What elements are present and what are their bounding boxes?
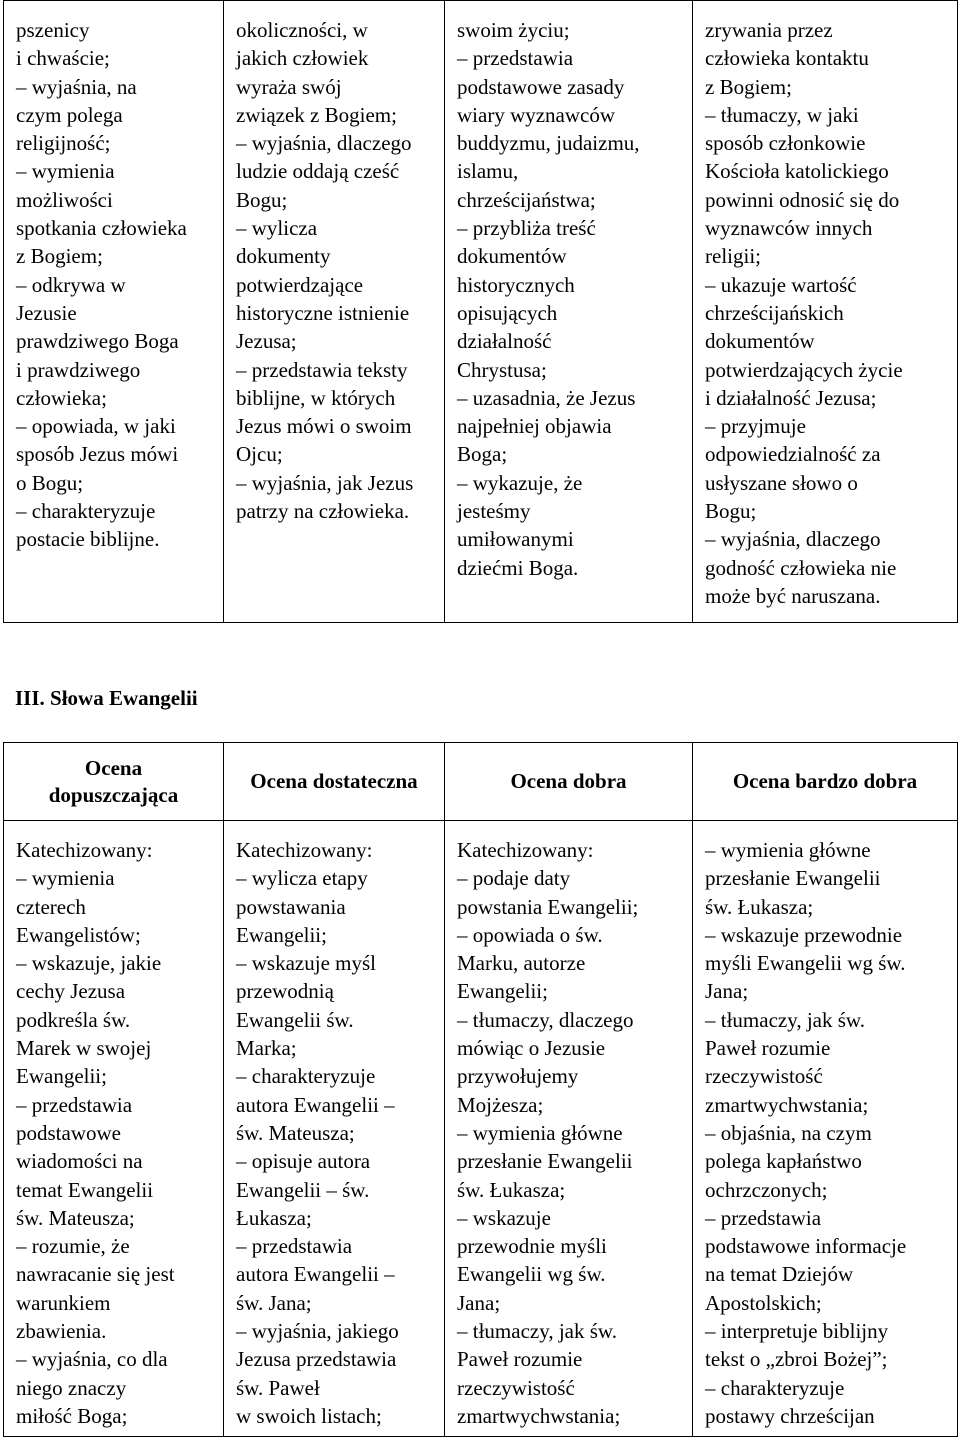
text-line: podkreśla św.	[16, 1007, 131, 1032]
text-line: możliwości	[16, 187, 113, 212]
text-line: człowieka kontaktu	[705, 46, 869, 71]
text-line: Ojcu;	[236, 442, 283, 467]
text-line: – wylicza etapy	[236, 866, 368, 891]
text-line: wyznawców innych	[705, 216, 873, 241]
text-line: spotkania człowieka	[16, 216, 187, 241]
text-line: powinni odnosić się do	[705, 187, 900, 212]
text-line: i chwaście;	[16, 46, 110, 71]
text-line: Marek w swojej	[16, 1036, 152, 1061]
text-line: Ewangelistów;	[16, 922, 141, 947]
text-line: Ocena	[84, 755, 143, 780]
text-line: – wyjaśnia, co dla	[16, 1347, 168, 1372]
cell-grade-sufficient	[4, 821, 224, 1437]
text-line: rzeczywistość	[705, 1064, 823, 1089]
text-line: mówiąc o Jezusie	[457, 1036, 606, 1061]
text-line: Łukasza;	[236, 1205, 312, 1230]
text-line: – przedstawia	[705, 1205, 822, 1230]
competency-table-continued	[3, 0, 958, 623]
text-line: – wyjaśnia, na	[16, 74, 137, 99]
text-line: w swoich listach;	[236, 1403, 382, 1428]
text-line: warunkiem	[16, 1290, 111, 1315]
text-line: powstawania	[236, 894, 346, 919]
text-line: – wskazuje	[457, 1205, 551, 1230]
text-line: umiłowanymi	[457, 527, 574, 552]
text-line: okoliczności, w	[236, 18, 368, 42]
text-line: – charakteryzuje	[236, 1064, 376, 1089]
text-line: historyczne istnienie	[236, 300, 410, 325]
text-line: patrzy na człowieka.	[236, 499, 410, 524]
text-line: i prawdziwego	[16, 357, 141, 382]
text-line: powstania Ewangelii;	[457, 894, 639, 919]
text-line: religijność;	[16, 131, 111, 156]
text-line: czym polega	[16, 102, 123, 127]
text-line: Ocena dobra	[510, 769, 627, 793]
text-line: tekst o „zbroi Bożej”;	[705, 1347, 888, 1372]
text-line: Jezusa;	[236, 329, 297, 354]
text-line: rzeczywistość	[457, 1375, 575, 1400]
text-line: Katechizowany:	[236, 838, 373, 862]
text-line: św. Paweł	[236, 1375, 320, 1400]
text-line: może być naruszana.	[705, 583, 881, 608]
text-line: – przedstawia	[236, 1234, 353, 1259]
text-line: Apostolskich;	[705, 1290, 822, 1315]
text-line: usłyszane słowo o	[705, 470, 858, 495]
text-line: Ewangelii św.	[236, 1007, 354, 1032]
text-line: myśli Ewangelii wg św.	[705, 951, 906, 976]
text-line: buddyzmu, judaizmu,	[457, 131, 640, 156]
text-line: – wyjaśnia, dlaczego	[236, 131, 412, 156]
text-line: wiadomości na	[16, 1149, 143, 1174]
text-line: Jezus mówi o swoim	[236, 414, 412, 439]
text-line: odpowiedzialność za	[705, 442, 881, 467]
text-line: dokumenty	[236, 244, 331, 269]
table-row	[4, 1, 958, 623]
text-line: – wyjaśnia, dlaczego	[705, 527, 881, 552]
text-line: potwierdzających życie	[705, 357, 903, 382]
text-line: chrześcijańskich	[705, 300, 844, 325]
text-line: – objaśnia, na czym	[705, 1120, 872, 1145]
text-line: Ewangelii;	[16, 1064, 107, 1089]
text-line: Bogu;	[236, 187, 288, 212]
text-line: – wykazuje, że	[457, 470, 583, 495]
cell-top-grade-sufficient	[4, 1, 224, 623]
cell-top-grade-good	[445, 1, 693, 623]
text-line: – opowiada o św.	[457, 922, 603, 947]
text-line: św. Mateusza;	[236, 1120, 355, 1145]
text-line: cechy Jezusa	[16, 979, 126, 1004]
text-line: wyraża swój	[236, 74, 342, 99]
text-line: dokumentów	[705, 329, 815, 354]
text-line: postawy chrześcijan	[705, 1403, 875, 1428]
section-title: Słowa Ewangelii	[50, 686, 198, 710]
text-line: Ocena bardzo dobra	[732, 769, 918, 793]
text-line: – przyjmuje	[705, 414, 806, 439]
text-line: z Bogiem;	[16, 244, 103, 269]
text-line: – wskazuje, jakie	[16, 951, 162, 976]
text-line: – wylicza	[236, 216, 318, 241]
text-line: Jezusa przedstawia	[236, 1347, 397, 1372]
text-line: Ewangelii – św.	[236, 1177, 370, 1202]
text-line: miłość Boga;	[16, 1403, 128, 1428]
text-line: Jezusie	[16, 300, 77, 325]
text-line: islamu,	[457, 159, 519, 184]
text-line: swoim życiu;	[457, 18, 570, 42]
text-line: Mojżesza;	[457, 1092, 544, 1117]
text-line: jakich człowiek	[236, 46, 369, 71]
text-line: przewodnią	[236, 979, 334, 1004]
text-line: Katechizowany:	[457, 838, 594, 862]
text-line: – tłumaczy, jak św.	[705, 1007, 865, 1032]
cell-grade-satisfactory	[224, 821, 445, 1437]
text-line: temat Ewangelii	[16, 1177, 154, 1202]
text-line: Paweł rozumie	[457, 1347, 583, 1372]
text-line: Ocena dostateczna	[250, 769, 418, 793]
text-line: przesłanie Ewangelii	[705, 866, 881, 891]
text-line: Jana;	[705, 979, 749, 1004]
text-line: Marku, autorze	[457, 951, 586, 976]
text-line: – opowiada, w jaki	[16, 414, 176, 439]
text-line: zmartwychwstania;	[705, 1092, 869, 1117]
section-number: III.	[15, 686, 45, 710]
text-line: Ewangelii;	[236, 922, 327, 947]
cell-grade-very-good	[693, 821, 958, 1437]
text-line: – charakteryzuje	[16, 499, 156, 524]
text-line: podstawowe	[16, 1120, 121, 1145]
text-line: zrywania przez	[705, 18, 833, 42]
text-line: ludzie oddają cześć	[236, 159, 400, 184]
header-grade-good	[445, 743, 693, 821]
text-line: – podaje daty	[457, 866, 571, 891]
text-line: Marka;	[236, 1036, 297, 1061]
text-line: – tłumaczy, dlaczego	[457, 1007, 634, 1032]
text-line: – wymienia główne	[705, 838, 871, 862]
text-line: – tłumaczy, jak św.	[457, 1319, 617, 1344]
text-line: – przedstawia	[16, 1092, 133, 1117]
text-line: – przedstawia	[457, 46, 574, 71]
grade-criteria-table	[3, 742, 958, 1437]
text-line: Boga;	[457, 442, 508, 467]
text-line: – odkrywa w	[16, 272, 126, 297]
text-line: prawdziwego Boga	[16, 329, 179, 354]
text-line: – interpretuje biblijny	[705, 1319, 889, 1344]
text-line: św. Łukasza;	[705, 894, 814, 919]
text-line: sposób Jezus mówi	[16, 442, 179, 467]
section-heading	[15, 684, 198, 712]
text-line: Ewangelii wg św.	[457, 1262, 606, 1287]
text-line: sposób członkowie	[705, 131, 866, 156]
text-line: – wyjaśnia, jak Jezus	[236, 470, 414, 495]
text-line: – wymienia główne	[457, 1120, 623, 1145]
text-line: pszenicy	[16, 18, 90, 42]
text-line: opisujących	[457, 300, 558, 325]
text-line: i działalność Jezusa;	[705, 385, 877, 410]
text-line: – wymienia	[16, 159, 115, 184]
text-line: – przybliża treść	[457, 216, 596, 241]
cell-top-grade-satisfactory	[224, 1, 445, 623]
text-line: na temat Dziejów	[705, 1262, 854, 1287]
cell-top-grade-very-good	[693, 1, 958, 623]
text-line: dokumentów	[457, 244, 567, 269]
text-line: dopuszczająca	[48, 782, 179, 807]
text-line: – charakteryzuje	[705, 1375, 845, 1400]
text-line: człowieka;	[16, 385, 107, 410]
text-line: z Bogiem;	[705, 74, 792, 99]
text-line: autora Ewangelii –	[236, 1262, 395, 1287]
text-line: – wskazuje myśl	[236, 951, 376, 976]
text-line: związek z Bogiem;	[236, 102, 397, 127]
text-line: dziećmi Boga.	[457, 555, 579, 580]
text-line: Jana;	[457, 1290, 501, 1315]
text-line: przewodnie myśli	[457, 1234, 607, 1259]
text-line: przywołujemy	[457, 1064, 579, 1089]
text-line: postacie biblijne.	[16, 527, 160, 552]
text-line: chrześcijaństwa;	[457, 187, 596, 212]
header-grade-sufficient	[4, 743, 224, 821]
text-line: Chrystusa;	[457, 357, 547, 382]
text-line: Kościoła katolickiego	[705, 159, 889, 184]
text-line: zmartwychwstania;	[457, 1403, 621, 1428]
text-line: przesłanie Ewangelii	[457, 1149, 633, 1174]
text-line: jesteśmy	[457, 499, 531, 524]
header-grade-very-good	[693, 743, 958, 821]
text-line: podstawowe informacje	[705, 1234, 907, 1259]
text-line: – wymienia	[16, 866, 115, 891]
text-line: – tłumaczy, w jaki	[705, 102, 859, 127]
text-line: biblijne, w których	[236, 385, 396, 410]
text-line: potwierdzające	[236, 272, 364, 297]
text-line: polega kapłaństwo	[705, 1149, 862, 1174]
text-line: Paweł rozumie	[705, 1036, 831, 1061]
text-line: św. Jana;	[236, 1290, 312, 1315]
table-header-row	[4, 743, 958, 821]
text-line: – wskazuje przewodnie	[705, 922, 903, 947]
text-line: św. Mateusza;	[16, 1205, 135, 1230]
text-line: – rozumie, że	[16, 1234, 130, 1259]
text-line: niego znaczy	[16, 1375, 127, 1400]
table-row	[4, 821, 958, 1437]
text-line: – przedstawia teksty	[236, 357, 408, 382]
text-line: Ewangelii;	[457, 979, 548, 1004]
text-line: – opisuje autora	[236, 1149, 371, 1174]
text-line: najpełniej objawia	[457, 414, 612, 439]
text-line: zbawienia.	[16, 1319, 107, 1344]
text-line: wiary wyznawców	[457, 102, 616, 127]
header-grade-satisfactory	[224, 743, 445, 821]
text-line: podstawowe zasady	[457, 74, 625, 99]
text-line: nawracanie się jest	[16, 1262, 175, 1287]
text-line: Bogu;	[705, 499, 757, 524]
text-line: ochrzczonych;	[705, 1177, 828, 1202]
text-line: – ukazuje wartość	[705, 272, 857, 297]
text-line: – wyjaśnia, jakiego	[236, 1319, 399, 1344]
text-line: – uzasadnia, że Jezus	[457, 385, 636, 410]
text-line: historycznych	[457, 272, 575, 297]
text-line: czterech	[16, 894, 86, 919]
text-line: działalność	[457, 329, 552, 354]
text-line: o Bogu;	[16, 470, 84, 495]
text-line: religii;	[705, 244, 761, 269]
text-line: godność człowieka nie	[705, 555, 897, 580]
text-line: Katechizowany:	[16, 838, 153, 862]
text-line: św. Łukasza;	[457, 1177, 566, 1202]
cell-grade-good	[445, 821, 693, 1437]
text-line: autora Ewangelii –	[236, 1092, 395, 1117]
